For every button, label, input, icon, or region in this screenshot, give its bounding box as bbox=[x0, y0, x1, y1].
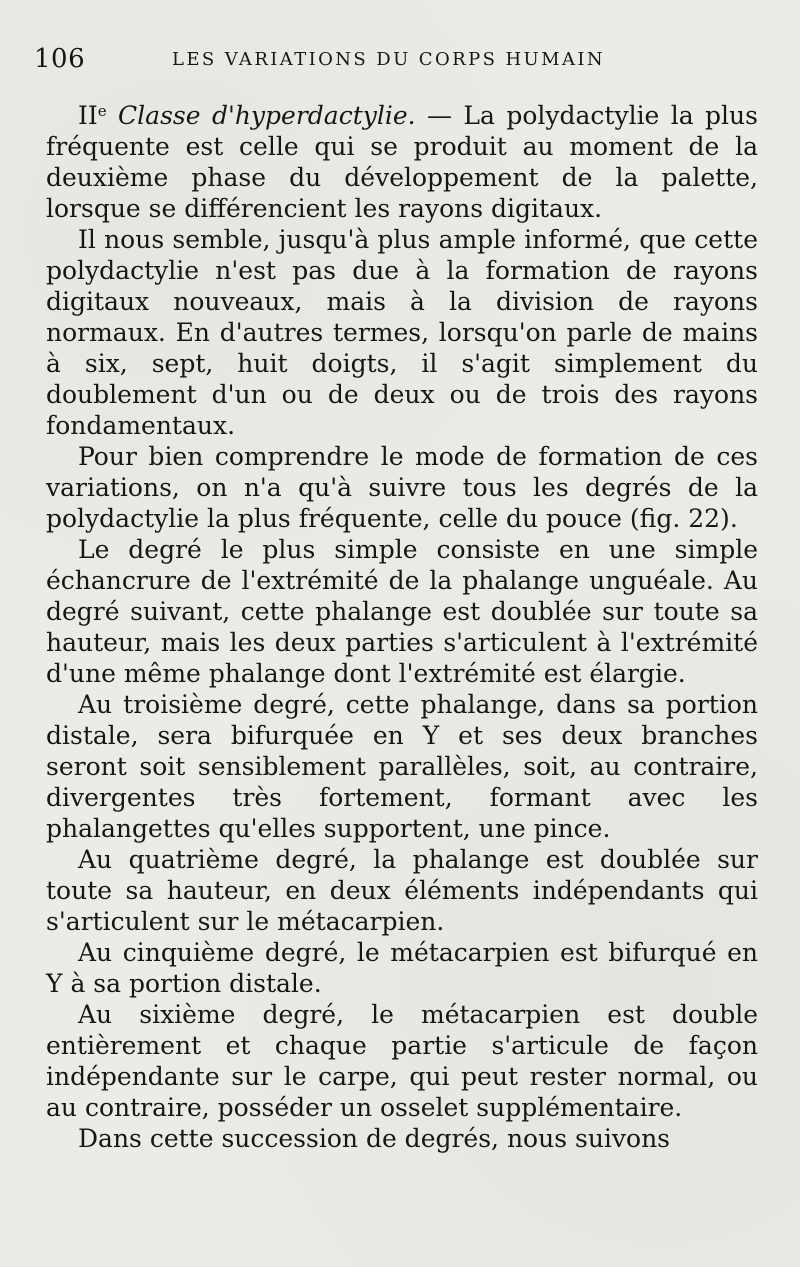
paragraph-cinquieme-degre: Au cinquième degré, le métacarpien est bifurqué en Y à sa portion distale. bbox=[46, 938, 758, 998]
paragraph-degres-simples: Le degré le plus simple consiste en une simple échancrure de l'extrémité de la phalange unguéale. Au degré suivant, cette phalange est doublée sur toute sa hauteur, mais les deux parties s'articulent à l'extrémité d'une même phalange dont l'extrémité est élargie. bbox=[46, 535, 758, 688]
class-number bbox=[78, 101, 107, 130]
paragraph-division-rayons: Il nous semble, jusqu'à plus ample informé, que cette polydactylie n'est pas due à la formation de rayons digitaux nouveaux, mais à la division de rayons normaux. En d'autres termes, lorsqu'on parle de mains à six, sept, huit doigts, il s'agit simplement du doublement d'un ou de deux ou de trois des rayons fondamentaux. bbox=[46, 225, 758, 440]
paragraph-succession-degres: Dans cette succession de degrés, nous suivons bbox=[78, 1124, 671, 1153]
running-title: LES VARIATIONS DU CORPS HUMAIN bbox=[172, 49, 606, 70]
running-head bbox=[34, 42, 756, 76]
roman-numeral: II bbox=[78, 101, 98, 130]
section-text: — La polydactylie la plus fréquente est celle qui se produit au moment de la deuxième phase du développement de la palette, lorsque se différencient les rayons digitaux. bbox=[46, 101, 758, 223]
paragraph-classe-hyperdactylie bbox=[46, 100, 758, 224]
paragraph-sixieme-degre: Au sixième degré, le métacarpien est double entièrement et chaque partie s'articule de façon indépendante sur le carpe, qui peut rester normal, ou au contraire, posséder un osselet supplémentaire. bbox=[46, 1000, 758, 1122]
paragraph-quatrieme-degre: Au quatrième degré, la phalange est doublée sur toute sa hauteur, en deux éléments indépendants qui s'articulent sur le métacarpien. bbox=[46, 845, 758, 936]
paragraph-troisieme-degre: Au troisième degré, cette phalange, dans sa portion distale, sera bifurquée en Y et ses deux branches seront soit sensiblement parallèles, soit, au contraire, divergentes très fortement, formant avec les phalangettes qu'elles supportent, une pince. bbox=[46, 690, 758, 843]
page-number: 106 bbox=[34, 44, 86, 74]
body-text bbox=[46, 100, 758, 1154]
class-superscript: e bbox=[97, 102, 107, 120]
section-title: Classe d'hyperdactylie. bbox=[106, 101, 416, 130]
paragraph-mode-formation: Pour bien comprendre le mode de formation de ces variations, on n'a qu'à suivre tous les degrés de la polydactylie la plus fréquente, celle du pouce (fig. 22). bbox=[46, 442, 758, 533]
